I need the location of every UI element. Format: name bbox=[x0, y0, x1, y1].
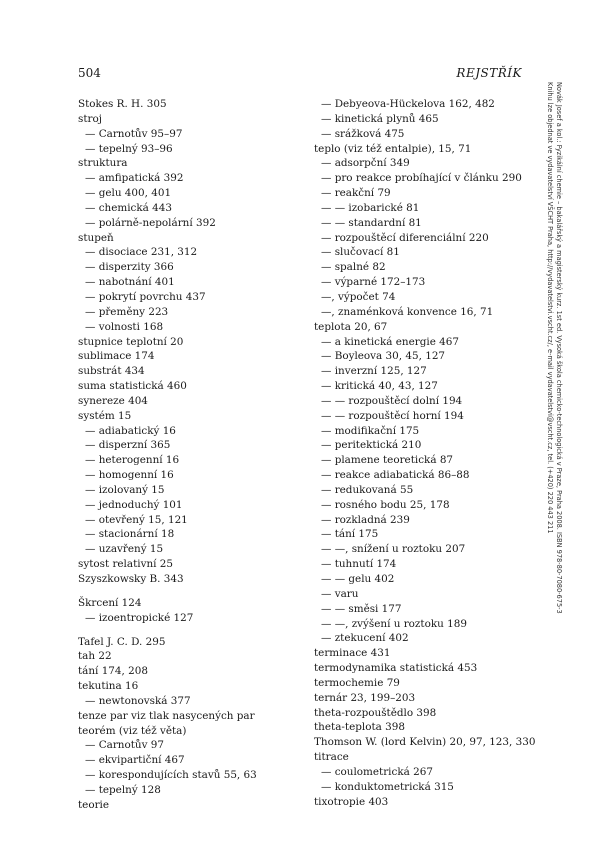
side-note-line-2: Knihu lze objednat ve vydavatelství VŠCHT Praha, http://vydavatelstvi.vscht.cz/, e-mail vydavatelstvi@vscht.cz, tel. (+420) 220 443 211 bbox=[546, 82, 554, 534]
index-entry: — rosného bodu 25, 178 bbox=[321, 498, 450, 511]
running-head: REJSTŘÍK bbox=[456, 66, 522, 80]
index-entry: — inverzní 125, 127 bbox=[321, 365, 427, 378]
index-entry: —, znaménková konvence 16, 71 bbox=[321, 305, 494, 318]
index-entry: — —, zvýšení u roztoku 189 bbox=[321, 617, 467, 630]
index-entry: — varu bbox=[321, 587, 359, 600]
index-entry: titrace bbox=[314, 751, 349, 764]
index-entry: Szyszkowsky B. 343 bbox=[78, 573, 184, 585]
index-entry: teplo (viz též entalpie), 15, 71 bbox=[314, 142, 472, 155]
index-entry: — tuhnutí 174 bbox=[321, 558, 397, 571]
index-entry: — disociace 231, 312 bbox=[85, 246, 198, 259]
index-entry: — — rozpouštěcí horní 194 bbox=[321, 409, 464, 422]
index-entry: — adsorpční 349 bbox=[321, 157, 410, 170]
index-entry: Thomson W. (lord Kelvin) 20, 97, 123, 330 bbox=[314, 736, 536, 749]
index-entry: — —, snížení u roztoku 207 bbox=[321, 543, 466, 556]
index-entry: — Carnotův 97 bbox=[85, 739, 165, 752]
index-entry: — spalné 82 bbox=[321, 261, 386, 274]
index-entry: theta-rozpouštědlo 398 bbox=[314, 706, 437, 719]
index-entry: — heterogenní 16 bbox=[85, 454, 180, 467]
page-number: 504 bbox=[78, 66, 101, 80]
index-entry: tekutina 16 bbox=[78, 680, 139, 693]
index-entry: — ztekucení 402 bbox=[321, 632, 409, 645]
index-entry: tah 22 bbox=[78, 650, 112, 663]
index-entry: termodynamika statistická 453 bbox=[314, 662, 478, 675]
index-entry: systém 15 bbox=[78, 409, 132, 422]
index-entry: —, výpočet 74 bbox=[321, 290, 396, 303]
index-entry: — Boyleova 30, 45, 127 bbox=[321, 350, 446, 363]
index-entry: teorie bbox=[78, 798, 110, 811]
index-entry: Škrcení 124 bbox=[78, 596, 142, 609]
index-entry: termochemie 79 bbox=[314, 676, 400, 689]
index-entry: tixotropie 403 bbox=[314, 795, 389, 808]
index-entry: tenze par viz tlak nasycených par bbox=[78, 709, 255, 722]
index-entry: — otevřený 15, 121 bbox=[85, 513, 188, 526]
side-note bbox=[545, 82, 563, 614]
index-entry: — — rozpouštěcí dolní 194 bbox=[321, 394, 463, 407]
index-entry: — tepelný 128 bbox=[85, 783, 161, 796]
index-entry: — srážková 475 bbox=[321, 127, 405, 140]
index-entry: — Carnotův 95–97 bbox=[85, 127, 183, 140]
index-entry: — korespondujících stavů 55, 63 bbox=[85, 769, 257, 782]
index-entry: — izoentropické 127 bbox=[85, 611, 194, 624]
index-entry: — chemická 443 bbox=[85, 201, 172, 214]
index-entry: — tepelný 93–96 bbox=[85, 142, 173, 155]
index-entry: — izolovaný 15 bbox=[85, 483, 165, 496]
index-entry: — — směsi 177 bbox=[321, 602, 402, 615]
index-entry: — redukovaná 55 bbox=[321, 483, 414, 496]
index-entry: — a kinetická energie 467 bbox=[321, 335, 459, 348]
index-entry: — — standardní 81 bbox=[321, 216, 422, 229]
index-entry: — disperzity 366 bbox=[85, 261, 174, 274]
index-entry: — peritektická 210 bbox=[321, 439, 422, 452]
index-entry: terminace 431 bbox=[314, 647, 391, 660]
index-entry: stupnice teplotní 20 bbox=[78, 335, 184, 348]
index-entry: synereze 404 bbox=[78, 394, 148, 407]
index-entry: — tání 175 bbox=[321, 528, 379, 541]
index-entry: — plamene teoretická 87 bbox=[321, 454, 454, 467]
index-entry: — polárně-nepolární 392 bbox=[85, 216, 216, 229]
index-entry: — slučovací 81 bbox=[321, 246, 400, 259]
index-column-right bbox=[314, 97, 546, 810]
index-entry: — rozpouštěcí diferenciální 220 bbox=[321, 231, 489, 244]
index-entry: — amfipatická 392 bbox=[85, 172, 184, 185]
index-entry: — reakční 79 bbox=[321, 187, 391, 200]
index-entry: suma statistická 460 bbox=[78, 380, 187, 393]
index-entry: — kritická 40, 43, 127 bbox=[321, 380, 438, 393]
index-entry: — rozkladná 239 bbox=[321, 513, 410, 526]
index-entry: teplota 20, 67 bbox=[314, 320, 388, 333]
index-entry: — ekvipartiční 467 bbox=[85, 754, 185, 767]
index-entry: — modifikační 175 bbox=[321, 424, 420, 437]
index-entry: — newtonovská 377 bbox=[85, 694, 191, 707]
index-entry: — Debyeova-Hückelova 162, 482 bbox=[321, 98, 495, 110]
index-entry: teorém (viz též věta) bbox=[78, 724, 187, 737]
index-entry: theta-teplota 398 bbox=[314, 721, 405, 734]
index-entry: tání 174, 208 bbox=[78, 665, 148, 678]
index-entry: — konduktometrická 315 bbox=[321, 780, 454, 793]
index-entry: — pro reakce probíhající v článku 290 bbox=[321, 172, 522, 185]
index-entry: stupeň bbox=[78, 231, 114, 244]
index-entry: — výparné 172–173 bbox=[321, 276, 426, 289]
index-entry: — — gelu 402 bbox=[321, 573, 395, 585]
index-entry: — disperzní 365 bbox=[85, 439, 171, 452]
index-entry: Stokes R. H. 305 bbox=[78, 98, 167, 110]
index-column-left bbox=[78, 97, 310, 813]
index-entry: — volnosti 168 bbox=[85, 320, 164, 333]
index-entry: — homogenní 16 bbox=[85, 469, 174, 482]
index-entry: Tafel J. C. D. 295 bbox=[78, 635, 166, 648]
index-entry: — stacionární 18 bbox=[85, 528, 175, 541]
index-entry: sublimace 174 bbox=[78, 350, 155, 363]
index-entry: — kinetická plynů 465 bbox=[321, 112, 439, 125]
index-entry: — pokrytí povrchu 437 bbox=[85, 290, 206, 303]
index-entry: sytost relativní 25 bbox=[78, 558, 173, 571]
index-entry: ternár 23, 199–203 bbox=[314, 691, 416, 704]
index-entry: — reakce adiabatická 86–88 bbox=[321, 469, 470, 482]
index-entry: — gelu 400, 401 bbox=[85, 187, 172, 200]
index-entry: — nabotnání 401 bbox=[85, 276, 175, 289]
index-entry: — — izobarické 81 bbox=[321, 201, 420, 214]
index-entry: — coulometrická 267 bbox=[321, 765, 433, 778]
side-note-line-1: Novák Josef a kol.: Fyzikální chemie – bakalářský a magisterský kurz. 1st ed. Vysoká škola chemicko-technologická v Praze, Praha 2008. ISBN 978-80-7080-675-3 bbox=[555, 82, 563, 614]
index-entry: — přeměny 223 bbox=[85, 305, 169, 318]
index-entry: — uzavřený 15 bbox=[85, 543, 164, 556]
index-entry: substrát 434 bbox=[78, 365, 145, 378]
index-entry: stroj bbox=[78, 112, 102, 125]
index-entry: — adiabatický 16 bbox=[85, 424, 176, 437]
index-entry: — jednoduchý 101 bbox=[85, 498, 183, 511]
index-entry: struktura bbox=[78, 157, 128, 170]
